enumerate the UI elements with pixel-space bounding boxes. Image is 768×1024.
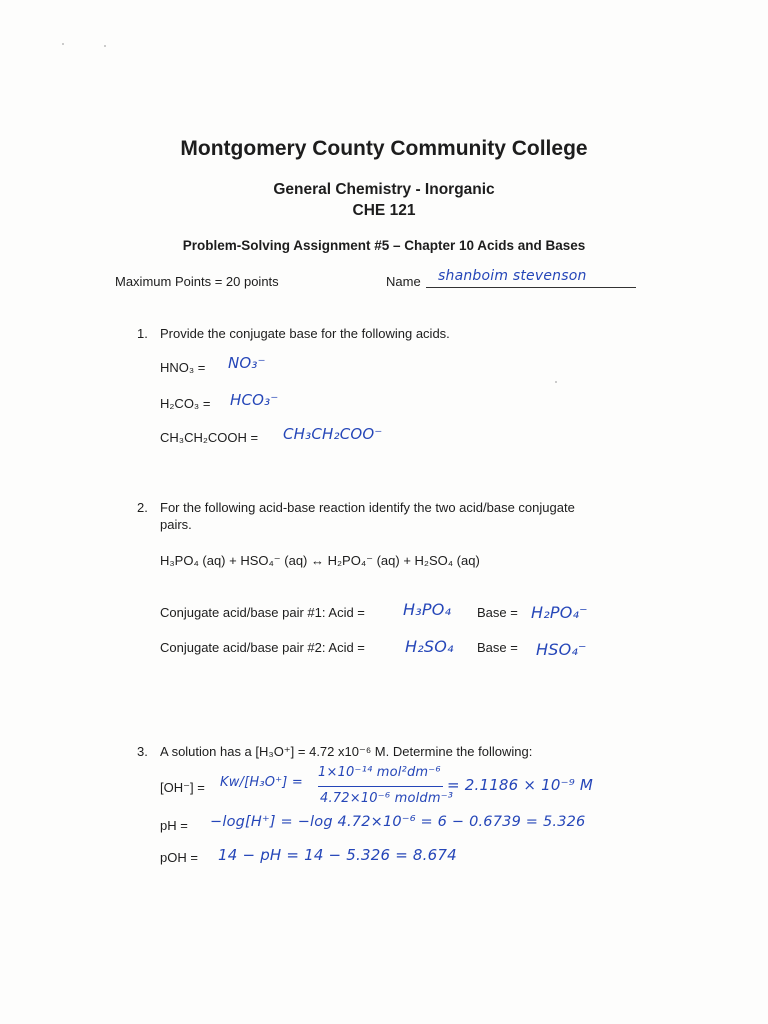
q1-acid: H₂CO₃ =: [160, 396, 211, 411]
scan-speck: [104, 45, 106, 47]
course-code: CHE 121: [352, 202, 416, 219]
oh-denominator: 4.72×10⁻⁶ moldm⁻³: [320, 791, 454, 806]
q1-answer: CH₃CH₂COO⁻: [283, 425, 383, 443]
oh-label: [OH⁻] =: [160, 780, 205, 795]
q1-acid: CH₃CH₂COOH =: [160, 430, 259, 445]
q2-text-cont: pairs.: [160, 517, 192, 532]
q1-acid: HNO₃ =: [160, 360, 206, 375]
q2-number: 2.: [137, 500, 148, 515]
pair1-label: Conjugate acid/base pair #1: Acid =: [160, 605, 365, 620]
name-underline: [426, 287, 636, 288]
pair1-acid: H₃PO₄: [403, 600, 452, 619]
pair2-acid: H₂SO₄: [405, 637, 454, 656]
name-label: Name: [386, 274, 421, 289]
poh-label: pOH =: [160, 850, 198, 865]
ph-work: −log[H⁺] = −log 4.72×10⁻⁶ = 6 − 0.6739 = 5.326: [210, 814, 586, 830]
q1-number: 1.: [137, 326, 148, 341]
q1-answer: HCO₃⁻: [230, 391, 279, 409]
pair2-base: HSO₄⁻: [536, 640, 587, 659]
oh-work: Kw/[H₃O⁺] =: [220, 775, 303, 790]
fraction-bar: [318, 786, 443, 787]
q3-number: 3.: [137, 744, 148, 759]
oh-numerator: 1×10⁻¹⁴ mol²dm⁻⁶: [318, 765, 441, 780]
pair1-base: H₂PO₄⁻: [531, 603, 588, 622]
max-points: Maximum Points = 20 points: [115, 274, 279, 289]
college-title: Montgomery County Community College: [180, 137, 588, 160]
pair1-base-label: Base =: [477, 605, 518, 620]
pair2-base-label: Base =: [477, 640, 518, 655]
course-title: General Chemistry - Inorganic: [273, 181, 495, 198]
student-name: shanboim stevenson: [438, 268, 587, 284]
q2-text: For the following acid-base reaction identify the two acid/base conjugate: [160, 500, 575, 515]
q1-text: Provide the conjugate base for the following acids.: [160, 326, 450, 341]
assignment-title: Problem-Solving Assignment #5 – Chapter 10 Acids and Bases: [182, 238, 586, 253]
poh-work: 14 − pH = 14 − 5.326 = 8.674: [218, 846, 457, 864]
q2-reaction: H₃PO₄ (aq) + HSO₄⁻ (aq) ↔ H₂PO₄⁻ (aq) + H₂SO₄ (aq): [160, 553, 480, 568]
q1-answer: NO₃⁻: [228, 354, 266, 372]
ph-label: pH =: [160, 818, 188, 833]
scan-speck: [62, 43, 64, 45]
scan-speck: [555, 381, 557, 383]
pair2-label: Conjugate acid/base pair #2: Acid =: [160, 640, 365, 655]
q3-text: A solution has a [H₃O⁺] = 4.72 x10⁻⁶ M. Determine the following:: [160, 744, 533, 759]
oh-result: = 2.1186 × 10⁻⁹ M: [447, 776, 594, 794]
